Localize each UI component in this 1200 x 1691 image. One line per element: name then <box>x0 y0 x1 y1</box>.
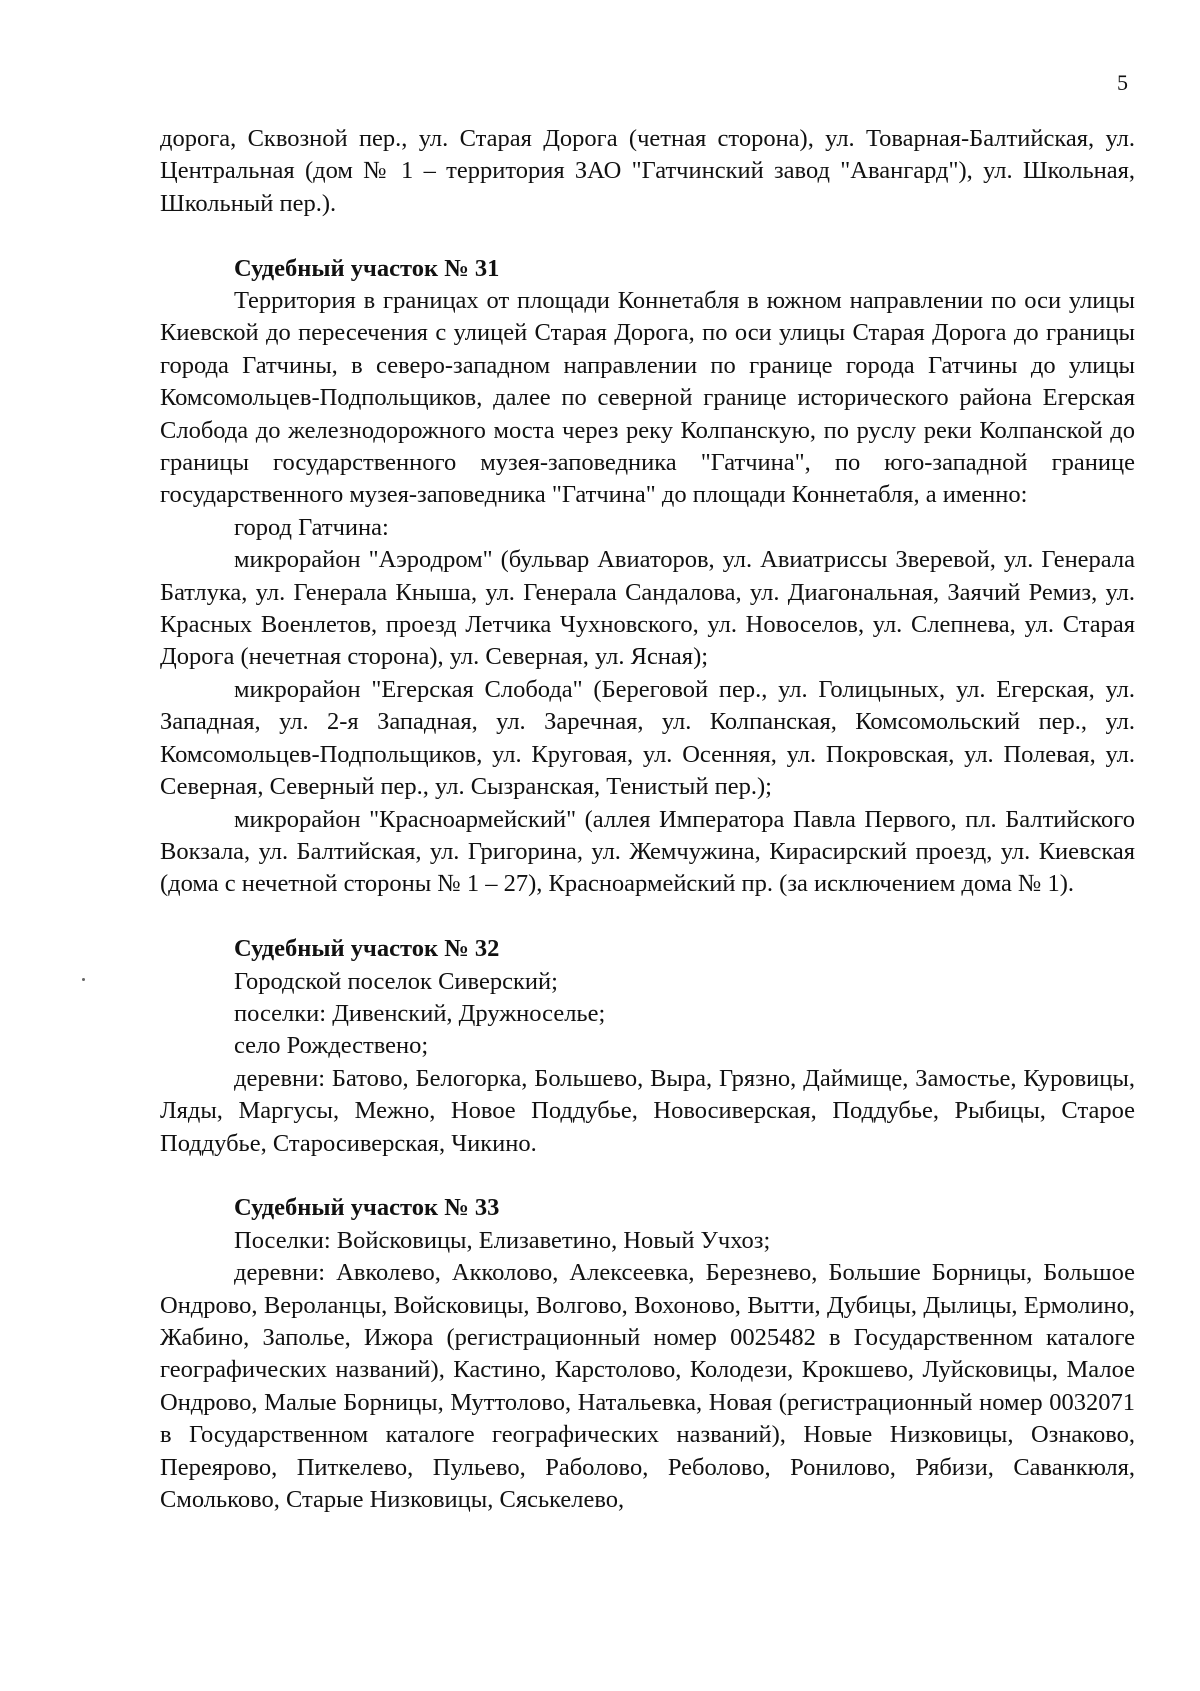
section-paragraph: Территория в границах от площади Коннетабля в южном направлении по оси улицы Киевской до пересечения с улицей Старая Дорога, по оси улицы Старая Дорога до границы города Гатчины, в северо-западном направлении по границе города Гатчины до улицы Комсомольцев-Подпольщиков, далее по северной границе исторического района Егерская Слобода до железнодорожного моста через реку Колпанскую, по руслу реки Колпанской до границы государственного музея-заповедника "Гатчина", по юго-западной границе государственного музея-заповедника "Гатчина" до площади Коннетабля, а именно: <box>160 287 1135 509</box>
section-title: Судебный участок № 31 <box>234 254 500 282</box>
intro-paragraph: дорога, Сквозной пер., ул. Старая Дорога (четная сторона), ул. Товарная-Балтийская, ул. Центральная (дом № 1 – территория ЗАО "Гатчинский завод "Авангард"), ул. Школьная, Школьный пер.). <box>160 125 1135 217</box>
section-court-district-31 <box>160 253 1135 901</box>
scan-artifact <box>82 978 85 981</box>
section-paragraph: Поселки: Войсковицы, Елизаветино, Новый Учхоз; <box>234 1226 771 1254</box>
section-paragraph: деревни: Авколево, Акколово, Алексеевка, Березнево, Большие Борницы, Большое Ондрово, Вероланцы, Войсковицы, Волгово, Вохоново, Вытти, Дубицы, Дылицы, Ермолино, Жабино, Заполье, Ижора (регистрационный номер 0025482 в Государственном каталоге географических названий), Кастино, Карстолово, Колодези, Крокшево, Луйсковицы, Малое Ондрово, Малые Борницы, Муттолово, Натальевка, Новая (регистрационный номер 0032071 в Государственном каталоге географических названий), Новые Низковицы, Ознаково, Переярово, Питкелево, Пульево, Раболово, Реболово, Ронилово, Рябизи, Саванкюля, Смольково, Старые Низковицы, Сяськелево, <box>160 1259 1135 1514</box>
spacer <box>160 901 1135 933</box>
section-paragraph: Городской поселок Сиверский; <box>234 967 558 995</box>
section-paragraph: микрорайон "Аэродром" (бульвар Авиаторов, ул. Авиатриссы Зверевой, ул. Генерала Батлука, ул. Генерала Кныша, ул. Генерала Сандалова, ул. Диагональная, Заячий Ремиз, ул. Красных Военлетов, проезд Летчика Чухновского, ул. Новоселов, ул. Слепнева, ул. Старая Дорога (нечетная сторона), ул. Северная, ул. Ясная); <box>160 546 1135 671</box>
section-paragraph: село Рождествено; <box>234 1032 429 1060</box>
section-paragraph: деревни: Батово, Белогорка, Большево, Выра, Грязно, Даймище, Замостье, Куровицы, Ляды, Маргусы, Межно, Новое Поддубье, Новосиверская, Поддубье, Рыбицы, Старое Поддубье, Старосиверская, Чикино. <box>160 1064 1135 1157</box>
section-paragraph: микрорайон "Красноармейский" (аллея Императора Павла Первого, пл. Балтийского Вокзала, ул. Балтийская, ул. Григорина, ул. Жемчужина, Кирасирский проезд, ул. Киевская (дома с нечетной стороны № 1 – 27), Красноармейский пр. (за исключением дома № 1). <box>160 805 1135 898</box>
spacer <box>160 220 1135 252</box>
section-court-district-33 <box>160 1192 1135 1516</box>
section-title: Судебный участок № 32 <box>234 935 500 963</box>
section-paragraph: микрорайон "Егерская Слобода" (Береговой пер., ул. Голицыных, ул. Егерская, ул. Западная, ул. 2-я Западная, ул. Заречная, ул. Колпанская, Комсомольский пер., ул. Комсомольцев-Подпольщиков, ул. Круговая, ул. Осенняя, ул. Покровская, ул. Полевая, ул. Северная, Северный пер., ул. Сызранская, Тенистый пер.); <box>160 675 1135 801</box>
section-court-district-32 <box>160 933 1135 1160</box>
section-title: Судебный участок № 33 <box>234 1194 500 1222</box>
page-number: 5 <box>1117 70 1128 95</box>
section-paragraph: поселки: Дивенский, Дружноселье; <box>234 999 606 1027</box>
spacer <box>160 1160 1135 1192</box>
document-body <box>160 123 1135 1516</box>
section-paragraph: город Гатчина: <box>234 513 389 541</box>
